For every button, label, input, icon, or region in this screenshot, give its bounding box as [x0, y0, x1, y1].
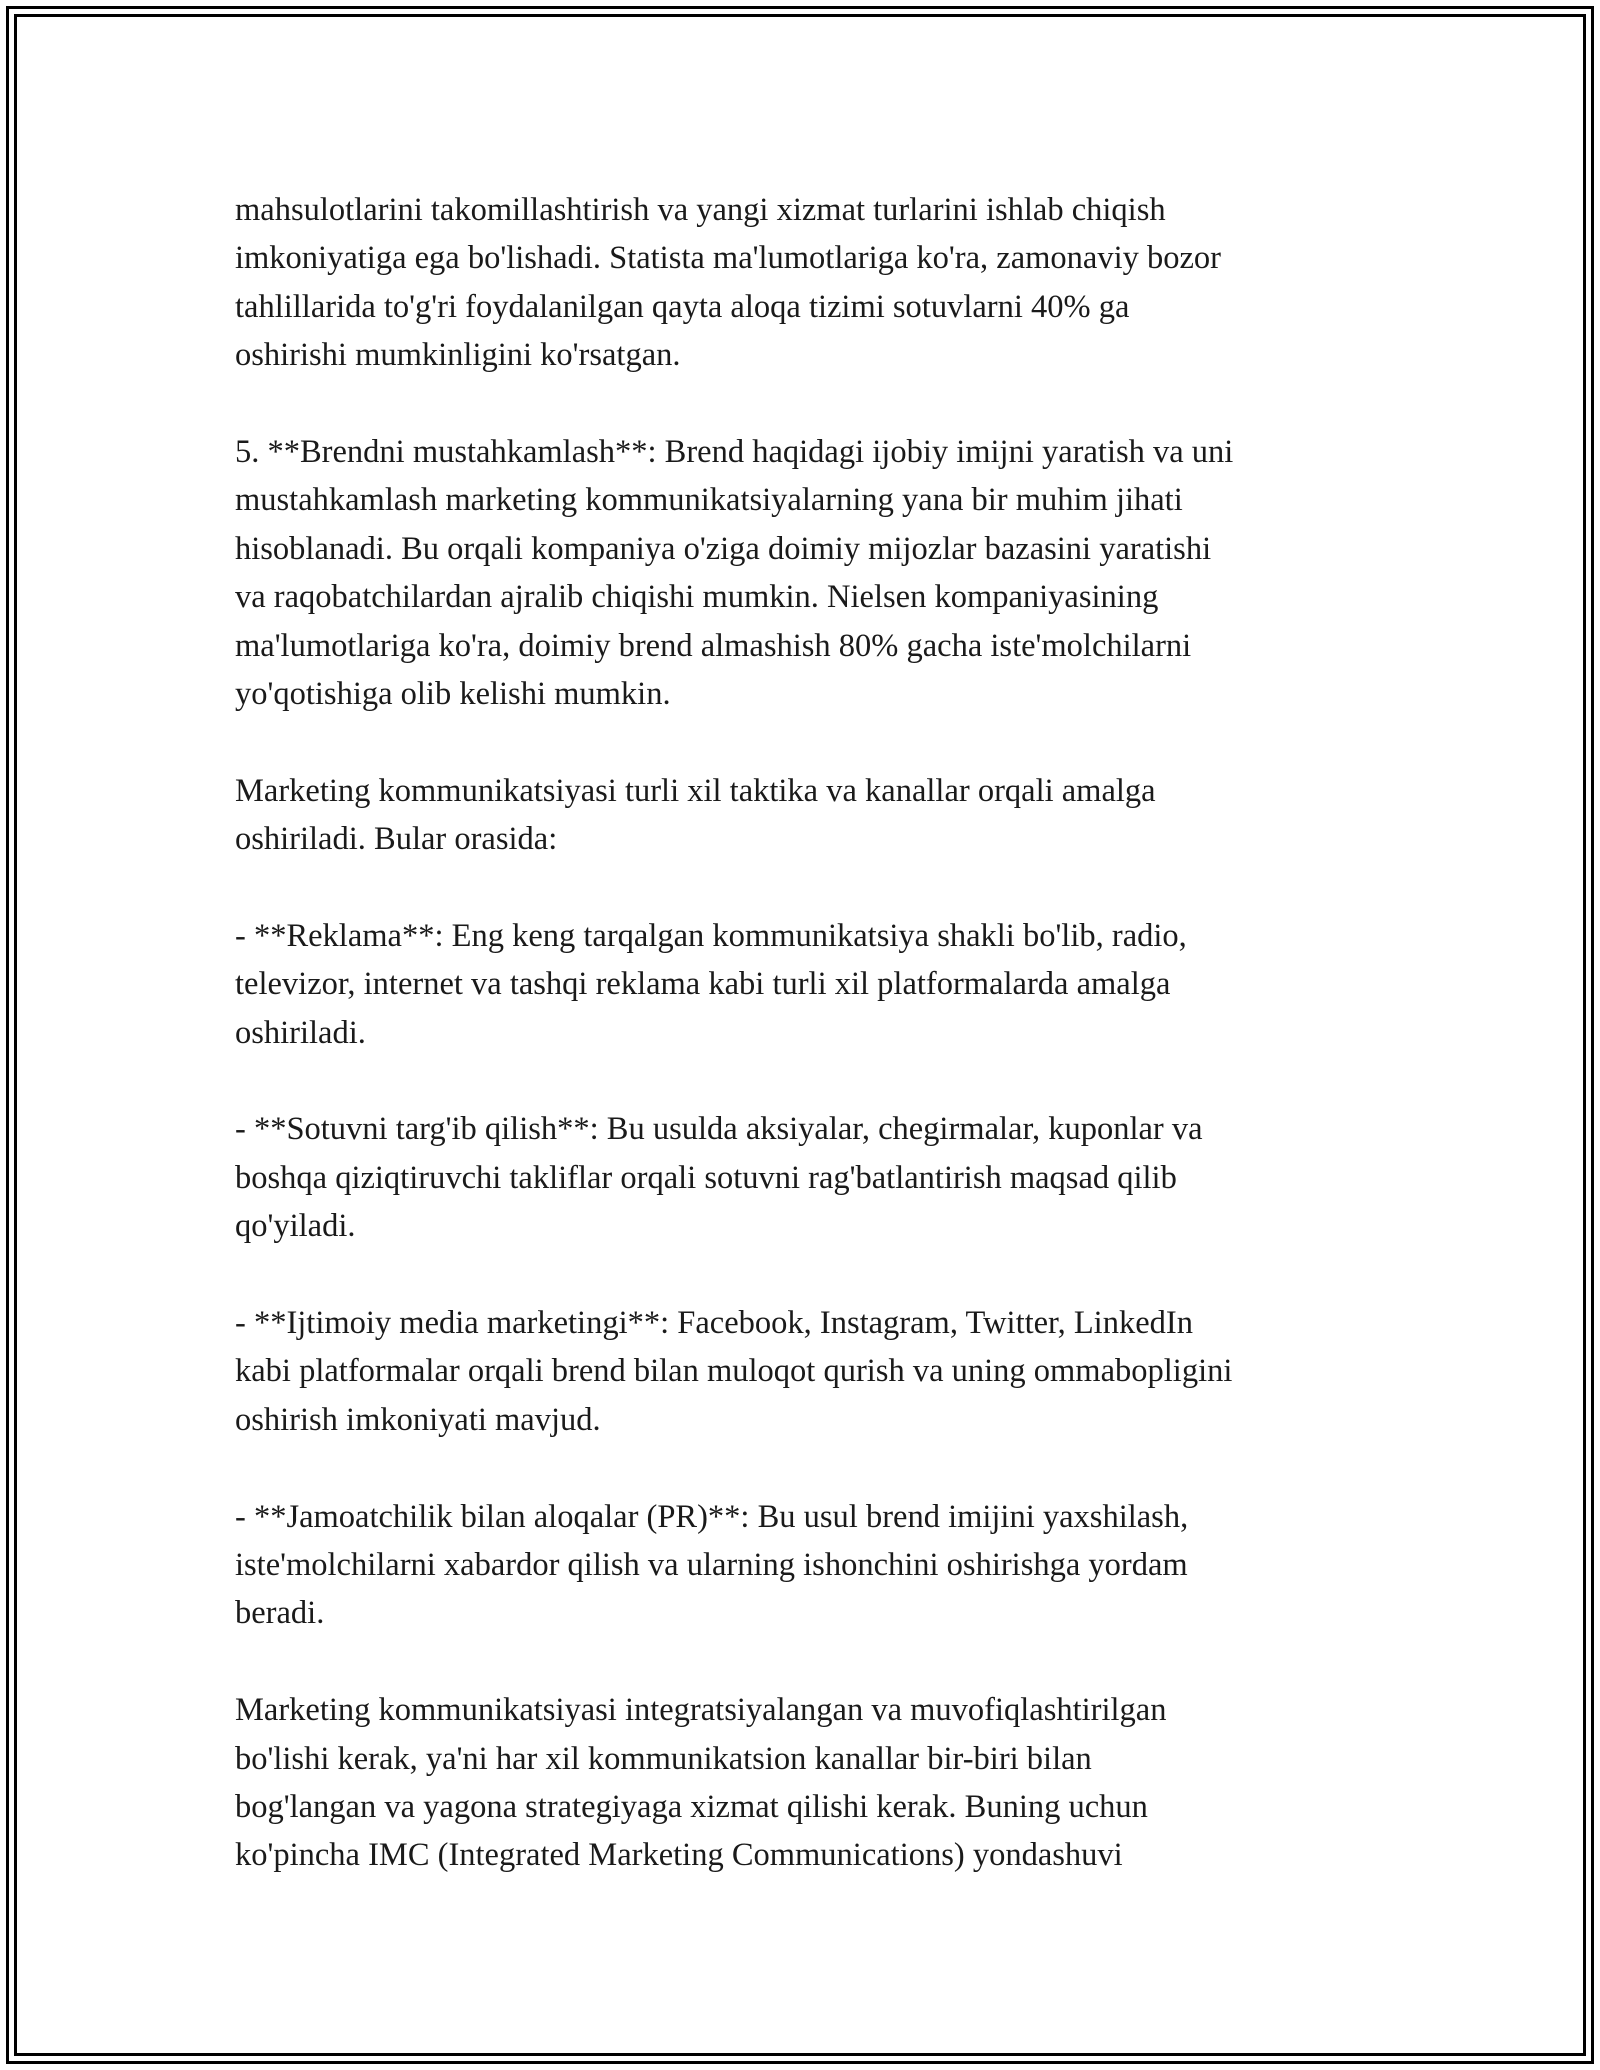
- paragraph-gap: [235, 1444, 1375, 1492]
- text-line: oshiriladi.: [235, 1014, 366, 1051]
- text-line: boshqa qiziqtiruvchi takliflar orqali sotuvni rag'batlantirish maqsad qilib: [235, 1159, 1177, 1196]
- text-line: - **Jamoatchilik bilan aloqalar (PR)**: Bu usul brend imijini yaxshilash,: [235, 1498, 1189, 1535]
- list-item-public-relations: [235, 1493, 1375, 1638]
- text-line: televizor, internet va tashqi reklama kabi turli xil platformalarda amalga: [235, 966, 1171, 1003]
- text-line: tahlillarida to'g'ri foydalanilgan qayta aloqa tizimi sotuvlarni 40% ga: [235, 288, 1130, 325]
- paragraph-channels-intro: [235, 767, 1375, 864]
- text-line: oshiriladi. Bular orasida:: [235, 821, 558, 858]
- text-line: - **Ijtimoiy media marketingi**: Facebook, Instagram, Twitter, LinkedIn: [235, 1304, 1193, 1341]
- paragraph-gap: [235, 863, 1375, 911]
- text-line: kabi platformalar orqali brend bilan muloqot qurish va uning ommabopligini: [235, 1353, 1233, 1390]
- text-line: Marketing kommunikatsiyasi integratsiyalangan va muvofiqlashtirilgan: [235, 1692, 1167, 1729]
- text-line: iste'molchilarni xabardor qilish va ularning ishonchini oshirishga yordam: [235, 1546, 1188, 1583]
- paragraph-gap: [235, 1638, 1375, 1686]
- text-line: mahsulotlarini takomillashtirish va yangi xizmat turlarini ishlab chiqish: [235, 192, 1166, 228]
- text-line: beradi.: [235, 1595, 325, 1632]
- text-line: mustahkamlash marketing kommunikatsiyalarning yana bir muhim jihati: [235, 482, 1183, 519]
- list-item-advertising: [235, 912, 1375, 1057]
- text-line: Marketing kommunikatsiyasi turli xil taktika va kanallar orqali amalga: [235, 772, 1156, 809]
- text-line: qo'yiladi.: [235, 1208, 356, 1245]
- text-line: ma'lumotlariga ko'ra, doimiy brend almashish 80% gacha iste'molchilarni: [235, 627, 1192, 664]
- paragraph-gap: [235, 1057, 1375, 1105]
- text-line: bog'langan va yagona strategiyaga xizmat qilishi kerak. Buning uchun: [235, 1788, 1148, 1825]
- list-item-social-media: [235, 1299, 1375, 1444]
- paragraph-gap: [235, 1251, 1375, 1299]
- paragraph-imc: [235, 1686, 1375, 1880]
- text-line: ko'pincha IMC (Integrated Marketing Communications) yondashuvi: [235, 1837, 1123, 1874]
- text-line: bo'lishi kerak, ya'ni har xil kommunikatsion kanallar bir-biri bilan: [235, 1740, 1092, 1777]
- text-line: hisoblanadi. Bu orqali kompaniya o'ziga doimiy mijozlar bazasini yaratishi: [235, 530, 1212, 567]
- paragraph-gap: [235, 380, 1375, 428]
- text-line: imkoniyatiga ega bo'lishadi. Statista ma'lumotlariga ko'ra, zamonaviy bozor: [235, 240, 1221, 277]
- text-line: - **Sotuvni targ'ib qilish**: Bu usulda aksiyalar, chegirmalar, kuponlar va: [235, 1111, 1203, 1148]
- document-body: [235, 186, 1375, 1880]
- text-line: - **Reklama**: Eng keng tarqalgan kommunikatsiya shakli bo'lib, radio,: [235, 917, 1187, 954]
- list-item-sales-promotion: [235, 1105, 1375, 1250]
- paragraph-brand-strengthening: [235, 428, 1375, 718]
- text-line: oshirishi mumkinligini ko'rsatgan.: [235, 337, 681, 374]
- text-line: oshirish imkoniyati mavjud.: [235, 1401, 601, 1438]
- text-line: yo'qotishiga olib kelishi mumkin.: [235, 675, 671, 712]
- paragraph-feedback-continuation: [235, 186, 1375, 380]
- text-line: 5. **Brendni mustahkamlash**: Brend haqidagi ijobiy imijni yaratish va uni: [235, 433, 1234, 470]
- paragraph-gap: [235, 718, 1375, 766]
- text-line: va raqobatchilardan ajralib chiqishi mumkin. Nielsen kompaniyasining: [235, 579, 1159, 616]
